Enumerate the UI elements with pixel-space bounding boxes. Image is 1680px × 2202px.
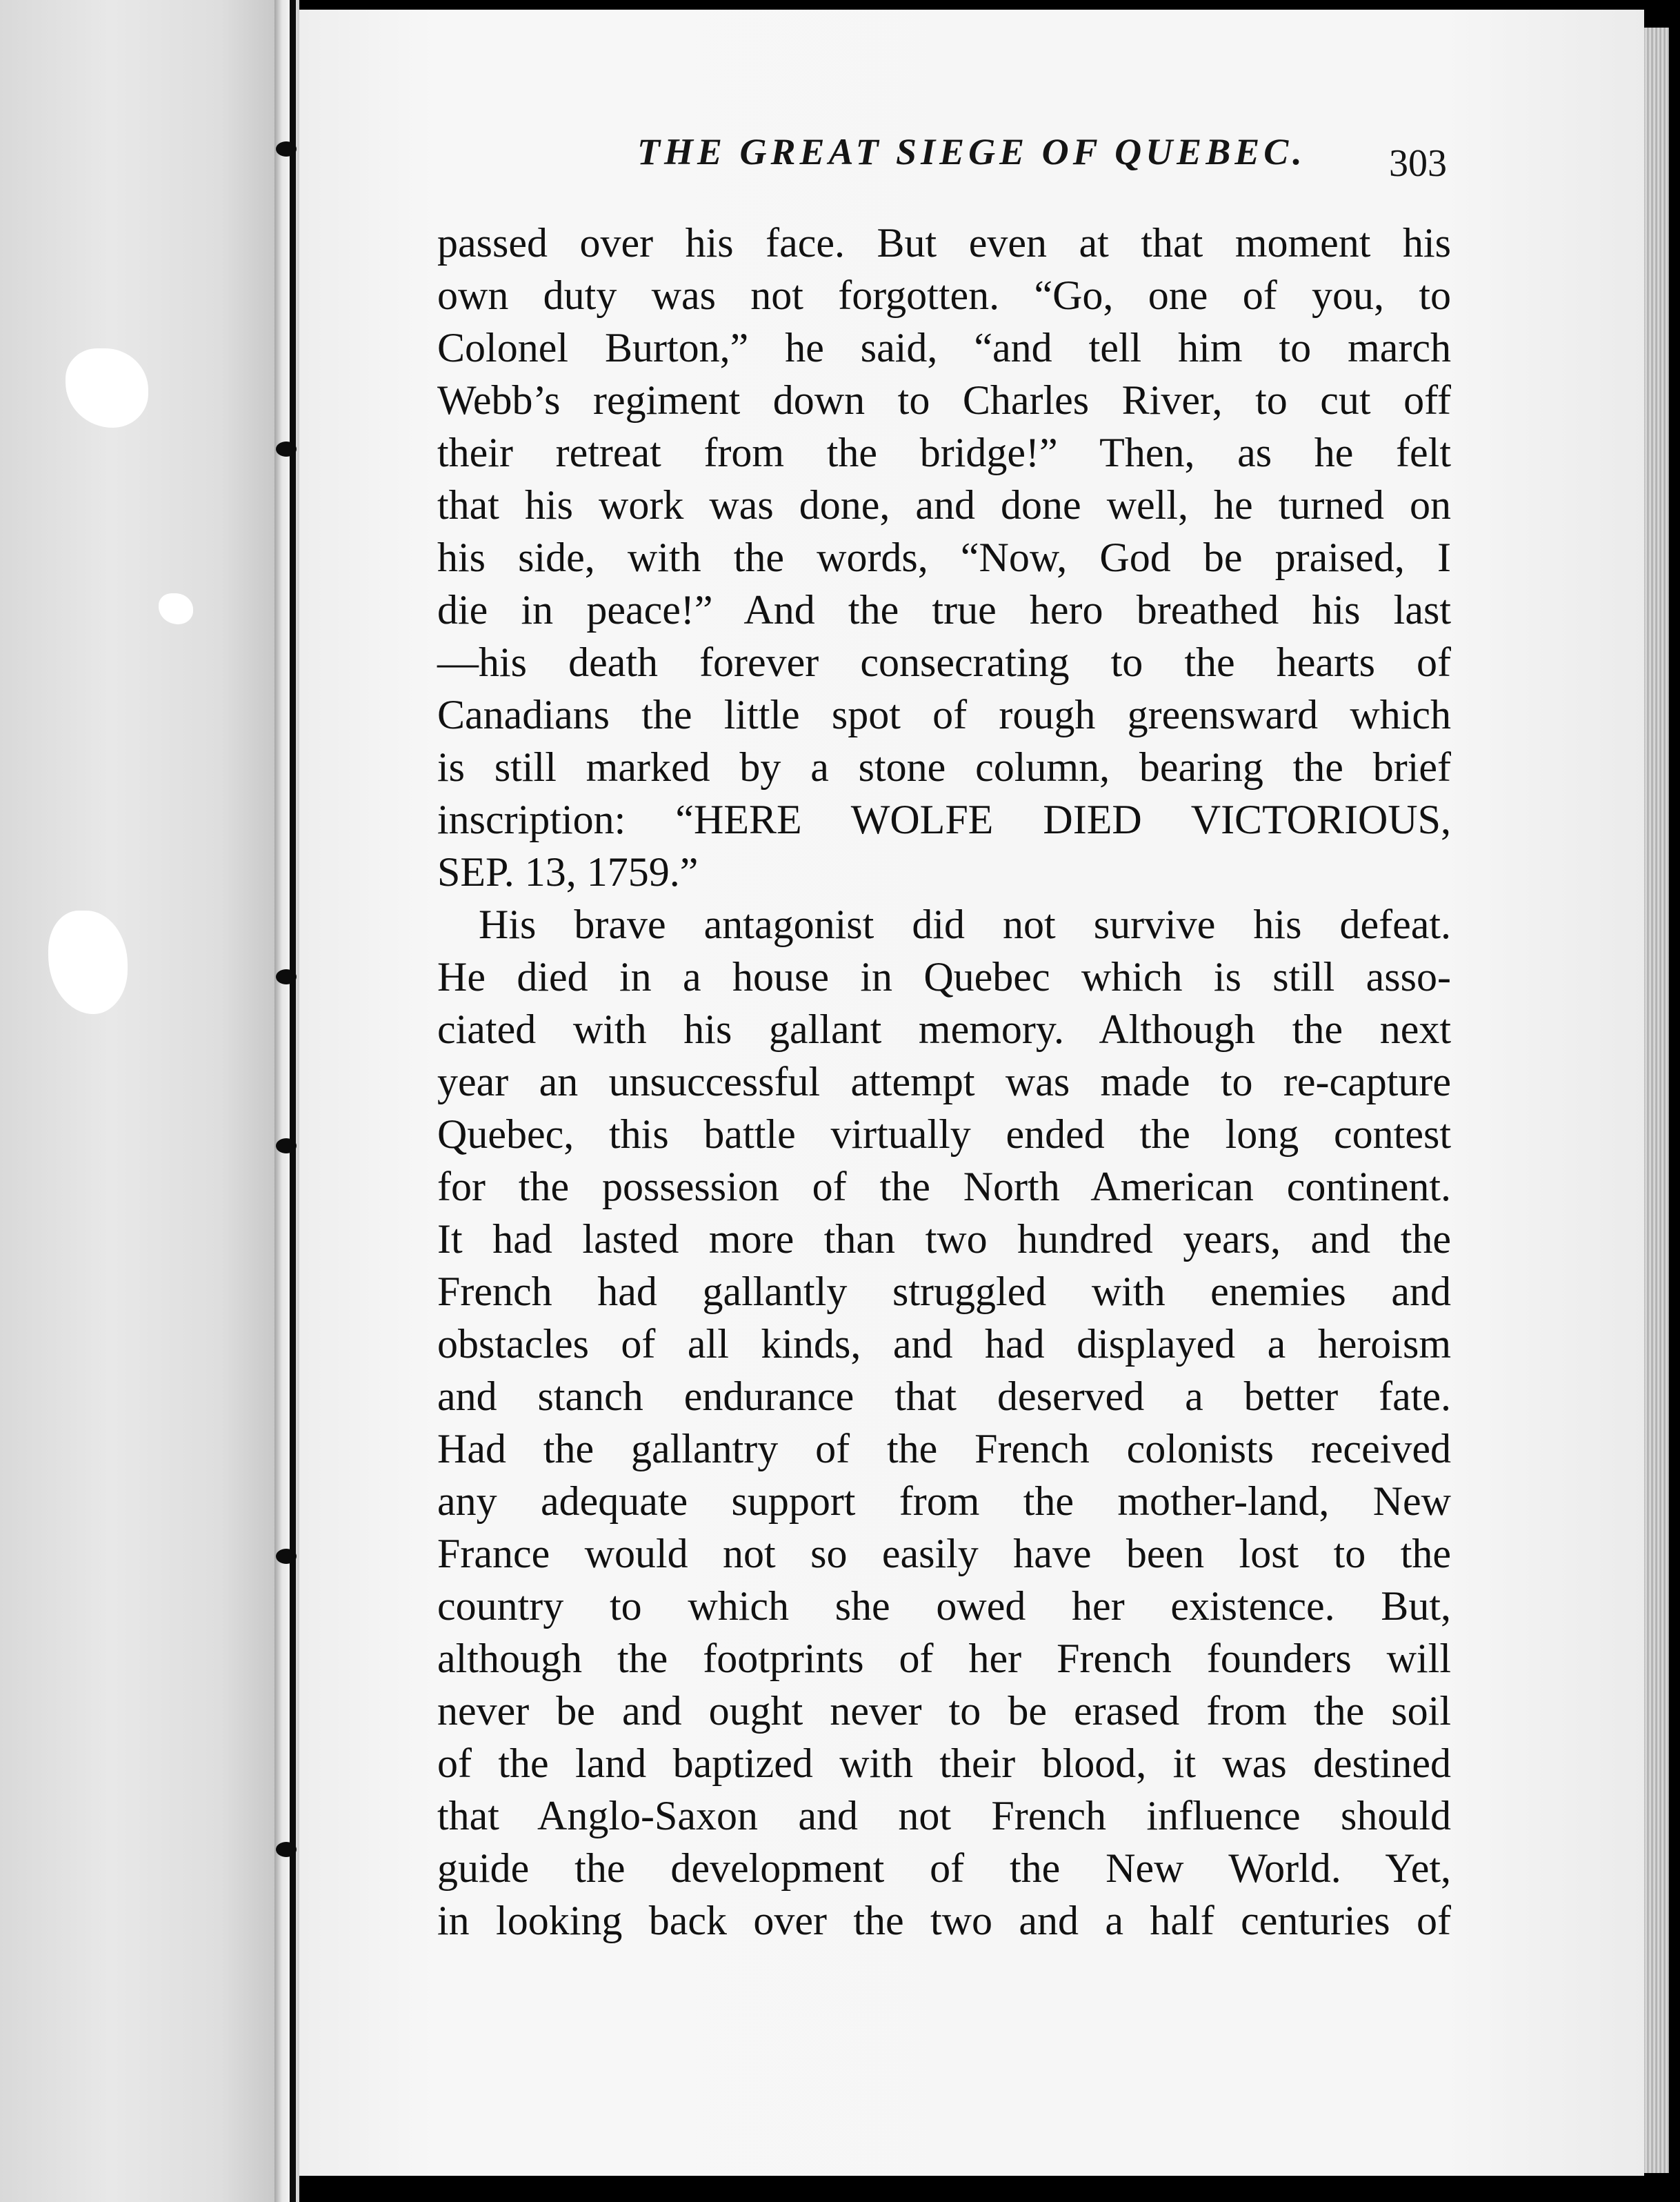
- book-page: [299, 10, 1644, 2176]
- running-head: [299, 130, 1644, 186]
- binding-stitch: [276, 1842, 297, 1857]
- text-line: SEP. 13, 1759.”: [437, 849, 699, 895]
- text-line: die in peace!” And the true hero breathed his last: [437, 587, 1451, 633]
- body-text: [437, 217, 1451, 1947]
- text-line: and stanch endurance that deserved a better fate.: [437, 1373, 1451, 1419]
- text-line: year an unsuccessful attempt was made to re-capture: [437, 1059, 1451, 1104]
- text-line: obstacles of all kinds, and had displayed a heroism: [437, 1321, 1451, 1367]
- binding-stitch: [276, 442, 297, 457]
- text-line: in looking back over the two and a half centuries of: [437, 1898, 1451, 1943]
- text-line: inscription: “HERE WOLFE DIED VICTORIOUS,: [437, 797, 1451, 842]
- text-line: their retreat from the bridge!” Then, as he felt: [437, 430, 1451, 475]
- running-title: THE GREAT SIEGE OF QUEBEC.: [637, 131, 1306, 172]
- text-line: his side, with the words, “Now, God be praised, I: [437, 535, 1451, 580]
- text-line: He died in a house in Quebec which is still asso-: [437, 954, 1451, 1000]
- text-line: Colonel Burton,” he said, “and tell him to march: [437, 325, 1451, 370]
- binding-thread: [290, 0, 296, 2202]
- text-line: is still marked by a stone column, bearing the brief: [437, 744, 1451, 790]
- paper-blemish: [48, 911, 128, 1014]
- text-line: Webb’s regiment down to Charles River, to cut off: [437, 377, 1451, 423]
- text-line: although the footprints of her French founders will: [437, 1636, 1451, 1681]
- page-edges: [1644, 28, 1669, 2173]
- text-line: any adequate support from the mother-land, New: [437, 1478, 1451, 1524]
- text-line: France would not so easily have been lost to the: [437, 1531, 1451, 1576]
- text-line: that his work was done, and done well, he turned on: [437, 482, 1451, 528]
- text-line: —his death forever consecrating to the hearts of: [437, 639, 1451, 685]
- text-line: for the possession of the North American continent.: [437, 1164, 1451, 1209]
- paper-blemish: [66, 348, 148, 428]
- text-line: Had the gallantry of the French colonists received: [437, 1426, 1451, 1471]
- text-line: guide the development of the New World. Yet,: [437, 1845, 1451, 1891]
- text-line: passed over his face. But even at that moment his: [437, 220, 1451, 266]
- page-number: 303: [1389, 142, 1447, 185]
- text-line: It had lasted more than two hundred years, and the: [437, 1216, 1451, 1262]
- binding-stitch: [276, 1549, 297, 1564]
- text-line: country to which she owed her existence. But,: [437, 1583, 1451, 1629]
- facing-page: [0, 0, 276, 2202]
- text-line: Canadians the little spot of rough greensward which: [437, 692, 1451, 737]
- binding-stitch: [276, 1138, 297, 1153]
- binding-stitch: [276, 141, 297, 157]
- text-line: ciated with his gallant memory. Although the next: [437, 1006, 1451, 1052]
- text-line: Quebec, this battle virtually ended the long contest: [437, 1111, 1451, 1157]
- text-line: His brave antagonist did not survive his defeat.: [479, 902, 1451, 947]
- binding-stitch: [276, 969, 297, 984]
- text-line: own duty was not forgotten. “Go, one of you, to: [437, 272, 1451, 318]
- paper-blemish: [159, 593, 193, 624]
- text-line: of the land baptized with their blood, it was destined: [437, 1740, 1451, 1786]
- text-line: French had gallantly struggled with enemies and: [437, 1269, 1451, 1314]
- text-line: that Anglo-Saxon and not French influence should: [437, 1793, 1451, 1838]
- text-line: never be and ought never to be erased from the soil: [437, 1688, 1451, 1734]
